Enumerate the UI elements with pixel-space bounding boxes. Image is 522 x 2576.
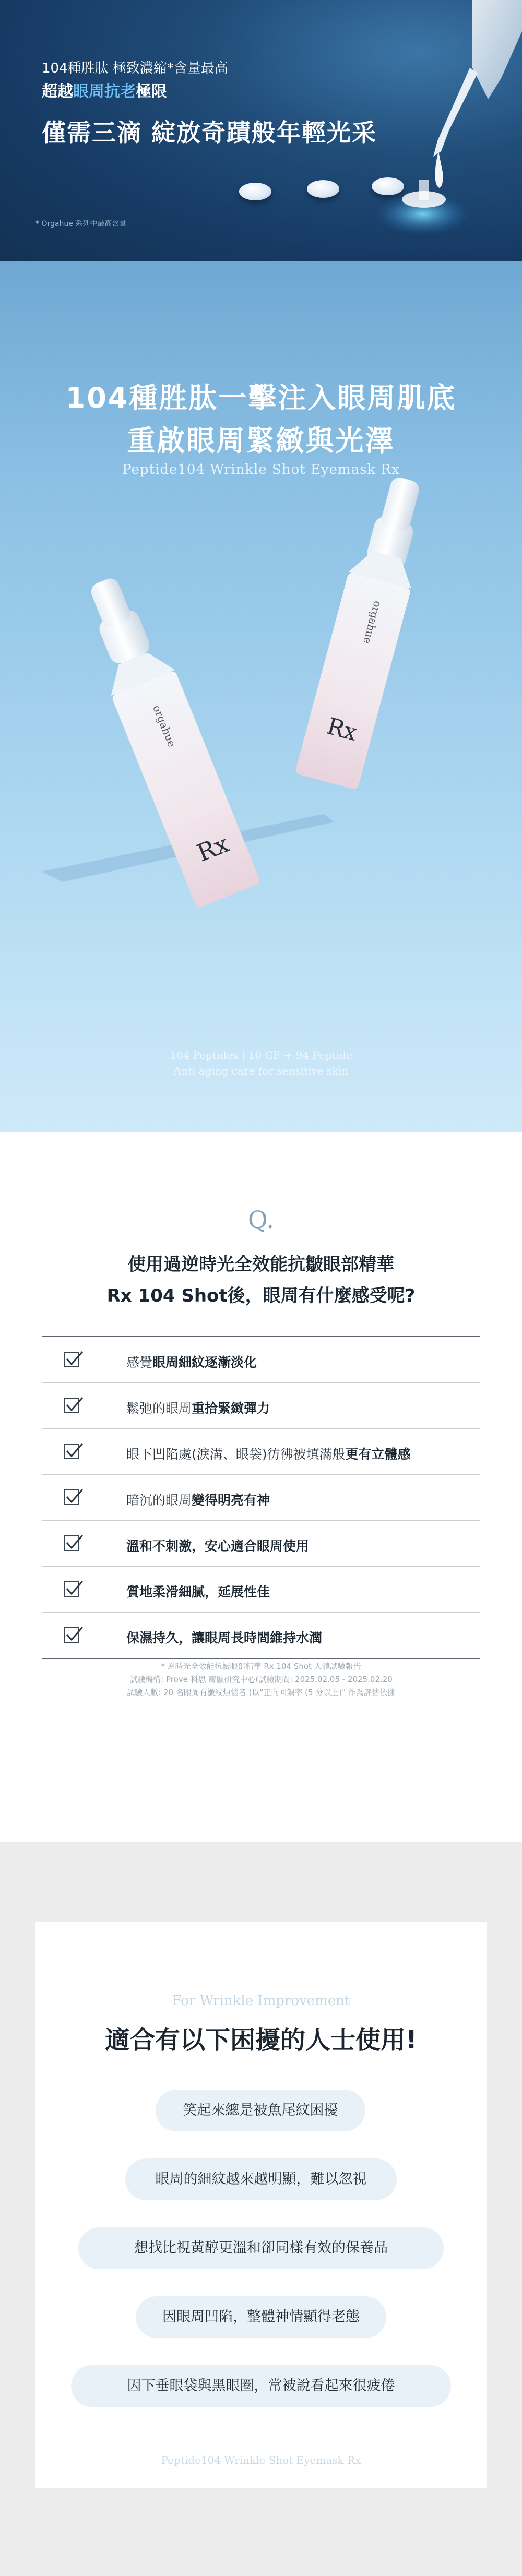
checklist-text: 眼下凹陷處(淚溝、眼袋)彷彿被填滿般更有立體感 — [126, 1447, 411, 1462]
checkbox-checked-icon — [64, 1489, 79, 1505]
hero-serum-drop — [372, 177, 404, 195]
checklist-row — [42, 1613, 480, 1659]
hero-line1: 104種胜肽 極致濃縮*含量最高 — [42, 61, 228, 76]
checklist-row — [42, 1475, 480, 1521]
checkbox-checked-icon — [64, 1398, 79, 1413]
product-subtitle: Peptide104 Wrinkle Shot Eyemask Rx — [122, 462, 400, 478]
concern-pill: 因下垂眼袋與黑眼圈，常被說看起來很疲倦 — [71, 2365, 451, 2407]
product-title-line1: 104種胜肽一擊注入眼周肌底 — [65, 381, 457, 414]
product-section — [0, 261, 522, 1132]
checklist-text: 鬆弛的眼周重拾緊緻彈力 — [126, 1401, 270, 1416]
target-users-footer: Peptide104 Wrinkle Shot Eyemask Rx — [161, 2454, 361, 2466]
checklist-text: 暗沉的眼周變得明亮有神 — [126, 1493, 270, 1508]
hero-serum-drop — [239, 183, 271, 200]
tube-brand-text: orgahue — [150, 703, 179, 749]
hero-serum-drop — [307, 180, 339, 198]
target-users-title: 適合有以下困擾的人士使用! — [105, 2025, 417, 2055]
checklist-row — [42, 1567, 480, 1613]
survey-heading-line1: 使用過逆時光全效能抗皺眼部精華 — [128, 1254, 394, 1275]
hero-banner — [0, 0, 522, 261]
checklist-row — [42, 1383, 480, 1429]
survey-footnote-1: * 逆時光全效能抗皺眼部精華 Rx 104 Shot 人體試驗報告 — [161, 1662, 361, 1671]
checkbox-checked-icon — [64, 1535, 79, 1551]
survey-checklist — [42, 1336, 480, 1659]
tube-logo-text: Rx — [324, 712, 360, 747]
product-caption-line2: Anti aging care for sensitive skin — [173, 1065, 349, 1077]
hero-line2 — [42, 78, 167, 101]
checklist-text: 質地柔滑細膩，延展性佳 — [126, 1584, 270, 1600]
hero-headline: 僅需三滴 綻放奇蹟般年輕光采 — [42, 118, 377, 147]
checkbox-checked-icon — [64, 1581, 79, 1597]
survey-footnote-3: 試驗人數: 20 名眼周有皺紋煩惱者 (以"正向回饋率 (5 分以上)" 作為評估依據 — [127, 1688, 395, 1697]
checkbox-checked-icon — [64, 1444, 79, 1459]
tube-brand-text: orgahue — [361, 599, 384, 646]
checklist-text: 溫和不刺激，安心適合眼周使用 — [126, 1539, 310, 1554]
concern-pill: 想找比視黃醇更溫和卻同樣有效的保養品 — [78, 2227, 444, 2269]
product-caption-line1: 104 Peptides | 10 GF + 94 Peptide — [170, 1049, 352, 1062]
concern-pill: 因眼周凹陷，整體神情顯得老態 — [136, 2296, 386, 2338]
survey-q-mark: Q. — [247, 1206, 275, 1234]
hero-footnote: * Orgahue 系列中最高含量 — [35, 220, 127, 228]
hero-line2-suffix: 極限 — [136, 82, 167, 101]
checklist-text: 感覺眼周細紋逐漸淡化 — [126, 1355, 257, 1370]
product-title-line2: 重啟眼周緊緻與光澤 — [127, 424, 395, 457]
survey-footnote-2: 試驗機構: Prove 科思 膚顯研究中心(試驗期間: 2025.02.05 - 2025.02.20 — [129, 1675, 393, 1684]
hero-line2-prefix: 超越 — [42, 82, 73, 101]
checklist-row — [42, 1429, 480, 1475]
checklist-row — [42, 1337, 480, 1383]
checkbox-checked-icon — [64, 1352, 79, 1367]
survey-heading-line2: Rx 104 Shot後，眼周有什麼感受呢? — [106, 1285, 416, 1306]
concern-pill: 笑起來總是被魚尾紋困擾 — [156, 2090, 365, 2131]
checklist-text: 保濕持久，讓眼周長時間維持水潤 — [126, 1630, 323, 1645]
target-users-eng-title: For Wrinkle Improvement — [172, 1993, 350, 2009]
target-users-section — [0, 1842, 522, 2576]
checklist-row — [42, 1521, 480, 1567]
checkbox-checked-icon — [64, 1627, 79, 1643]
survey-section — [0, 1132, 522, 1842]
concern-pill: 眼周的細紋越來越明顯，難以忽視 — [125, 2158, 397, 2200]
target-users-card — [35, 1922, 487, 2488]
tube-logo-text: Rx — [193, 829, 233, 867]
hero-line2-highlight: 眼周抗老 — [73, 82, 136, 101]
